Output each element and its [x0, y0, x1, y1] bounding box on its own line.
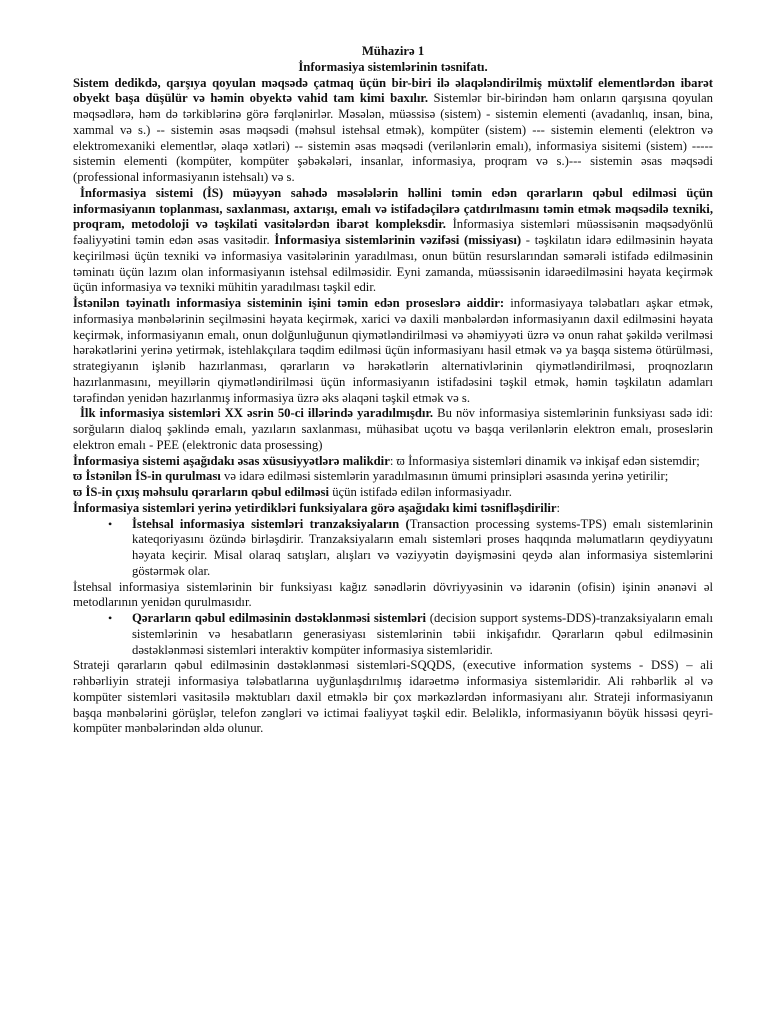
bold-text: Sistem dedikdə, qarşıya qoyulan məqsədə çatmaq üçün bir-biri ilə əlaqələndirilmiş müxtəlif elementlərdən ibarət obyekt başa düşülür və həmin obyektə vahid tam kimi baxılır.: [73, 75, 713, 106]
classification-list: [73, 517, 713, 580]
bold-text: İS-in çıxış məhsulu qərarların qəbul edilməsi: [82, 485, 330, 499]
paragraph-first-systems: [73, 406, 713, 453]
lecture-number: Mühazirə 1: [361, 44, 425, 58]
body-text: informasiyaya tələbatları aşkar etmək, informasiya mənbələrinin seçilməsini həyata keçirmək, xarici və daxili mənbələrdən informasiyanın daxil edilməsini həyata keçirmək, informasiyanın emalı, onun dolğunluğunun qiymətləndirilməsi və əhəmiyyəti üzrə və onun rahat şəkildə verilməsi hərəkətlərini yerinə yetirmək, istehlakçılara təqdim edilməsi üçün informasiyanı hasil etmək və ya başqa sistemə ötürülməsi, strategiyanın işlənib hazırlanması, qərarların və hərəkətlərin alternativlərinin qiymətləndirilməsi, proqnozların hazırlanmasını, meyillərin qiymətləndirilməsi üçün informasiyanın istifadəsini təşkil etmək, həmin təşkilatın adamları tərəfindən yenidən hazırlanmış informasiya üzrə əks əlaqəni təşkil etmək və s.: [73, 296, 713, 405]
body-text: Bu növ informasiya sistemlərinin funksiyası sadə idi: sorğuların dialoq şəklində emalı, yazıların saxlanması, mühasibat uçotu və başqa verilənlərin elektron emalı, proseslərin elektron emalı - PEE (elektronic data prosessing): [73, 406, 713, 452]
bold-text: İnformasiya sistemi aşağıdakı əsas xüsusiyyətlərə malikdir: [73, 453, 390, 468]
lecture-text: [73, 44, 713, 737]
paragraph-is-definition: [73, 186, 713, 296]
omega-symbol: ϖ: [73, 469, 83, 484]
bold-text: Qərarların qəbul edilməsinin dəstəklənməsi sistemləri: [132, 611, 427, 625]
list-item-tps: [108, 516, 713, 580]
paragraph-property-construction: [73, 469, 713, 485]
classification-list: [73, 611, 713, 658]
bold-text: İstənilən təyinatlı informasiya sisteminin işini təmin edən proseslərə aiddir:: [73, 296, 505, 310]
bullet-icon: •: [108, 516, 113, 531]
paragraph-classification: [73, 501, 713, 517]
bold-text: İlk informasiya sistemləri XX əsrin 50-ci illərində yaradılmışdır.: [80, 406, 434, 421]
body-text: :: [556, 500, 561, 515]
omega-symbol: ϖ: [73, 485, 83, 499]
body-text: - təşkilatın idarə edilməsinin həyata keçirilməsi üçün texniki və informasiya vasitələrinin yaradılması, onun bütün resurslarından səmərəli istifadə edilməsinin təminatı üçün lazım olan informasiyanın istehsal edilməsidir. Eyni zamanda, müəssisənin idarəedilməsini həyata keçirmək üçün informasiya və texniki mühitin yaradılması təşkil edir.: [73, 233, 714, 295]
body-text: İnformasiya sistemləri müəssisənin məqsədyönlü fəaliyyətini təmin edən əsas vasitədir.: [73, 217, 713, 247]
lecture-title: İnformasiya sistemlərinin təsnifatı.: [298, 59, 488, 74]
paragraph-properties: [73, 454, 713, 470]
bold-text: İnformasiya sistemi (İS) müəyyən sahədə məsələlərin həllini təmin edən qərarların qəbul edilməsi üçün informasiyanın toplanması, saxlanması, axtarışı, emalı və istifadəçilərə çatdırılmasını təmin etmək məqsədilə texniki, proqram, metodoloji və təşkilati vasitələrdən ibarət kompleksdir.: [73, 185, 713, 232]
body-text: : ϖ İnformasiya sistemləri dinamik və inkişaf edən sistemdir;: [389, 453, 700, 468]
paragraph-property-output: [73, 485, 713, 501]
paragraph-processes: [73, 296, 713, 406]
bold-text: İstehsal informasiya sistemləri tranzaksiyaların (: [132, 516, 410, 531]
paragraph-system-definition: [73, 76, 713, 186]
paragraph-strategic-systems: Strateji qərarların qəbul edilməsinin dəstəklənməsi sistemləri-SQQDS, (executive information systems - DSS) – ali rəhbərliyin strateji informasiya tələbatlarına uyğunlaşdırılmış idarəetmə informasiya sistemləridir. Ali rəhbərlik əl və kompüter sistemləri vasitəsilə məktubları daxil etməklə bir çox mərkəzlərdən informasiyanı alır. Strateji informasiyanın başqa mənbələrini görüşlər, telefon zəngləri və ictimai fəaliyyət təşkil edir. Beləliklə, informasiyanın böyük hissəsi qeyri-kompüter mənbələrindən əldə olunur.: [73, 658, 713, 736]
bold-text: İnformasiya sistemlərinin vəzifəsi (missiyası): [274, 233, 522, 247]
bold-text: İstənilən İS-in qurulması: [82, 469, 221, 484]
body-text: Sistemlər bir-birindən həm onların qarşısına qoyulan məqsədlərə, həm də tərkiblərinə görə fərqlənirlər. Məsələn, müəssisə (sistem) - sistemin elementi (avadanlıq, insan, bina, xammal və s.) -- sistemin əsas məqsədi (məhsul istehsal etmək), kompüter (sistem) --- sistemin elementi (elektron və elektromexaniki elementlər, əlaqə xətləri) -- sistemin əsas məqsədi (verilənlərin emalı), informasiya sisitemi (sistem) ----- sistemin elementi (kompüter, kompüter şəbəkələri, insanlar, informasiya, proqram və s.)--- sistemin əsas məqsədi (professional informasiyanın istehsalı) və s.: [73, 91, 713, 184]
paragraph-office-function: İstehsal informasiya sistemlərinin bir funksiyası kağız sənədlərin dövriyyəsinin və idarənin (ofisin) işinin ənənəvi əl metodlarının yenidən qurulmasıdır.: [73, 579, 713, 610]
body-text: və idarə edilməsi sistemlərin yaradılmasının ümumi prinsipləri əsasında yerinə yetirilir;: [220, 469, 669, 484]
body-text: (decision support systems-DDS)-tranzaksiyaların emalı sistemlərinin və hesabatların generasiyası sistemlərinin təbii inkişafıdır. Qərarların qəbul edilməsinin dəstəklənməsi sistemləri interaktiv kompüter informasiya sistemləridir.: [132, 611, 713, 657]
body-text: üçün istifadə edilən informasiyadır.: [329, 485, 512, 499]
body-text: Transaction processing systems-TPS) emalı sistemlərinin kateqoriyasını özündə birləşdirir. Tranzaksiyaların emalı sistemləri proses haqqında məlumatların qeydiyyatını həyata keçirir. Misal olaraq satışları, alışları və vəziyyətin dəyişməsini qeydə alan informasiya sistemlərini göstərmək olar.: [132, 516, 713, 578]
bullet-icon: •: [108, 611, 113, 625]
list-item-dss: [108, 611, 713, 658]
bold-text: İnformasiya sistemləri yerinə yetirdikləri funksiyalara görə aşağıdakı kimi təsnifləşdirilir: [73, 500, 557, 515]
